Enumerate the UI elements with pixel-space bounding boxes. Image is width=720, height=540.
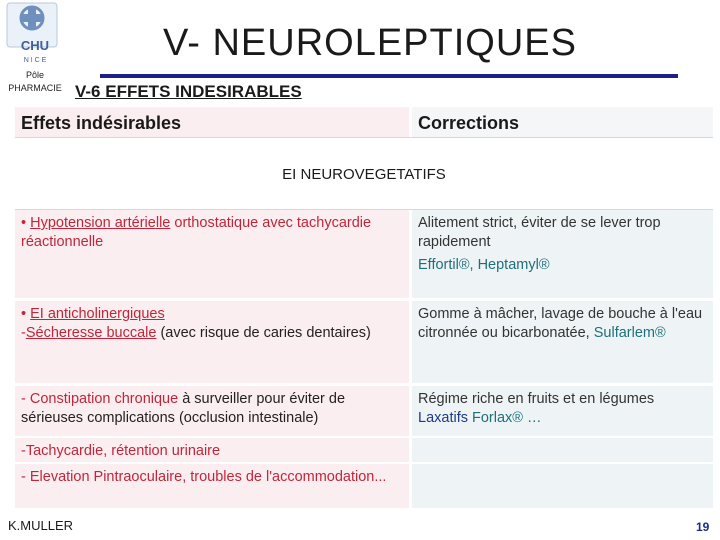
table-row-right: Régime riche en fruits et en légumes Laxatifs Forlax® … [412, 386, 713, 436]
table-row-right: Gomme à mâcher, lavage de bouche à l'eau citronnée ou bicarbonatée, Sulfarlem® [412, 301, 713, 383]
author-label: K.MULLER [8, 518, 74, 533]
effect-term: EI anticholinergiques [30, 306, 165, 322]
table-row-left [15, 464, 409, 508]
drug-names: Forlax® … [467, 410, 542, 426]
table-row-right [412, 438, 713, 462]
effect-term: -Tachycardie, rétention urinaire [21, 443, 221, 459]
section-subtitle: V-6 EFFETS INDESIRABLES [75, 82, 302, 101]
logo-label: CHU [20, 38, 50, 53]
section-heading: EI NEUROVEGETATIFS [15, 137, 713, 210]
table-row-right [412, 464, 713, 508]
pole-label: Pôle [25, 70, 44, 80]
drug-names: Effortil®, Heptamyl® [418, 257, 550, 273]
column-header-effects: Effets indésirables [15, 107, 409, 137]
page-number: 19 [696, 520, 710, 534]
pharmacie-label: PHARMACIE [8, 83, 62, 93]
effect-term: Hypotension artérielle [30, 215, 171, 231]
table-row-left [15, 438, 409, 462]
effect-term: - Elevation Pintraoculaire, troubles de l'accommodation... [21, 469, 387, 485]
page-title: V- NEUROLEPTIQUES [163, 22, 577, 64]
effect-term: Sécheresse buccale [25, 325, 157, 341]
table-row-left: • EI anticholinergiques -Sécheresse buccale (avec risque de caries dentaires) [15, 301, 409, 383]
title-underline [100, 74, 678, 78]
table-row-left: - Constipation chronique à surveiller pour éviter de sérieuses complications (occlusion intestinale) [15, 386, 409, 436]
column-header-corrections: Corrections [412, 107, 713, 137]
logo-sub-label: N I C E [23, 57, 47, 64]
table-row-right: Alitement strict, éviter de se lever trop rapidement Effortil®, Heptamyl® [412, 210, 713, 298]
drug-names: Sulfarlem® [593, 325, 666, 341]
effect-term: - Constipation chronique [21, 391, 179, 407]
table-row-left: • Hypotension artérielle orthostatique avec tachycardie réactionnelle [15, 210, 409, 298]
